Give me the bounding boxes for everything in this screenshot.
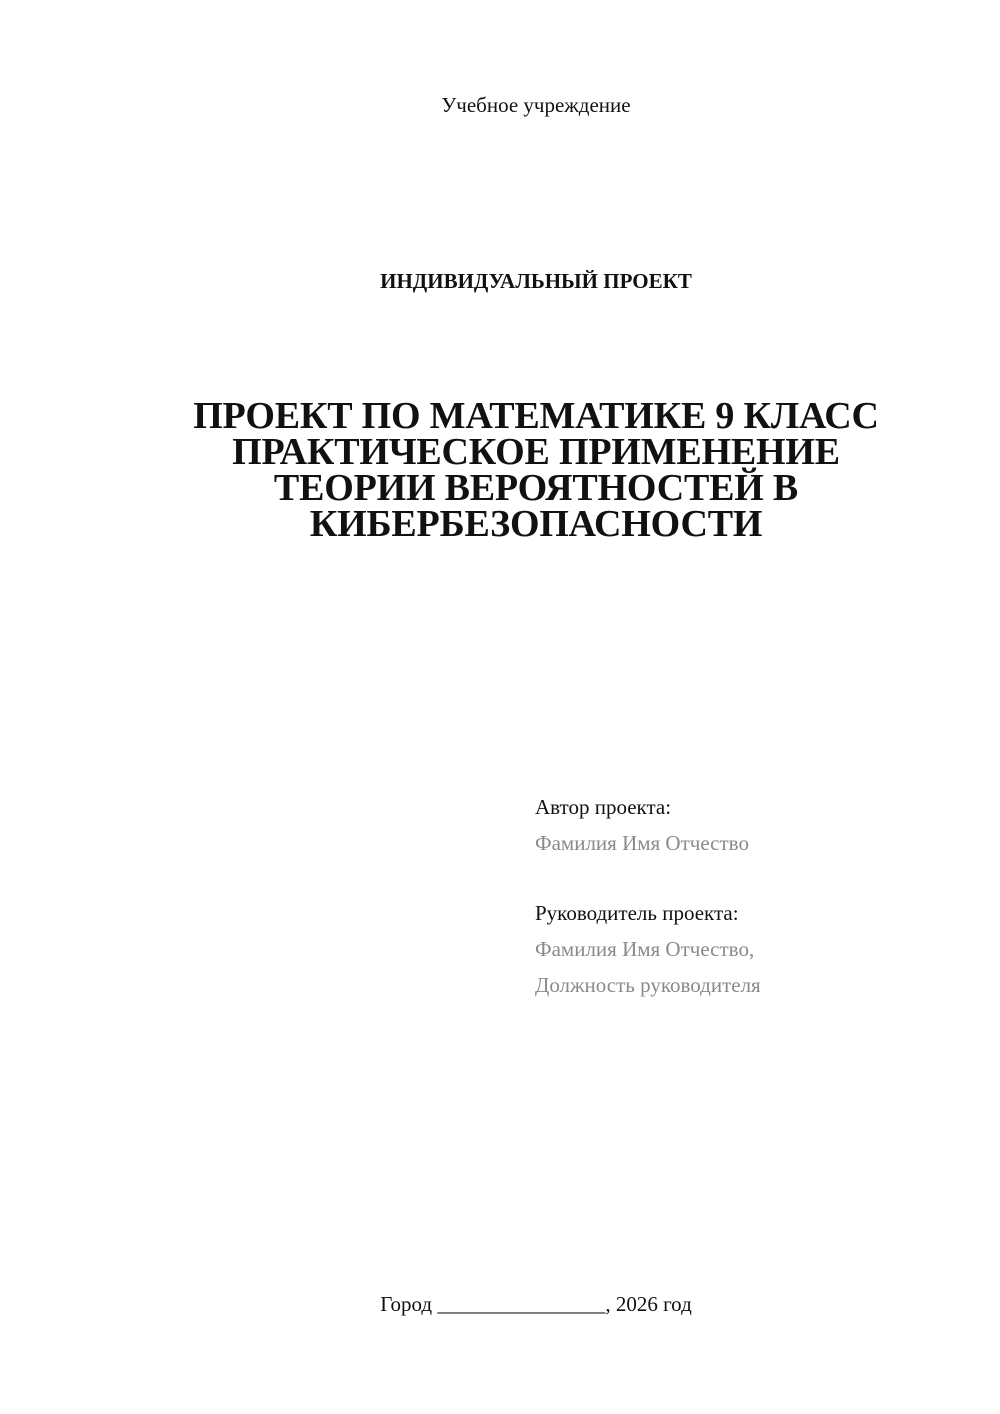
info-spacer bbox=[535, 861, 975, 895]
project-title bbox=[160, 395, 912, 545]
supervisor-label: Руководитель проекта: bbox=[535, 901, 739, 925]
supervisor-position: Должность руководителя bbox=[535, 973, 761, 997]
title-line-2: ПРАКТИЧЕСКОЕ ПРИМЕНЕНИЕ bbox=[232, 431, 840, 473]
author-name: Фамилия Имя Отчество bbox=[535, 831, 749, 855]
project-info bbox=[535, 789, 975, 1003]
title-line-4: КИБЕРБЕЗОПАСНОСТИ bbox=[309, 503, 763, 545]
author-label: Автор проекта: bbox=[535, 795, 672, 819]
city-year-footer: Город ________________, 2026 год bbox=[380, 1292, 692, 1316]
title-line-1: ПРОЕКТ ПО МАТЕМАТИКЕ 9 КЛАСС bbox=[193, 395, 879, 437]
supervisor-name: Фамилия Имя Отчество, bbox=[535, 937, 755, 961]
institution-name: Учебное учреждение bbox=[441, 93, 631, 117]
document-type: ИНДИВИДУАЛЬНЫЙ ПРОЕКТ bbox=[380, 269, 692, 293]
title-line-3: ТЕОРИИ ВЕРОЯТНОСТЕЙ В bbox=[273, 467, 799, 509]
